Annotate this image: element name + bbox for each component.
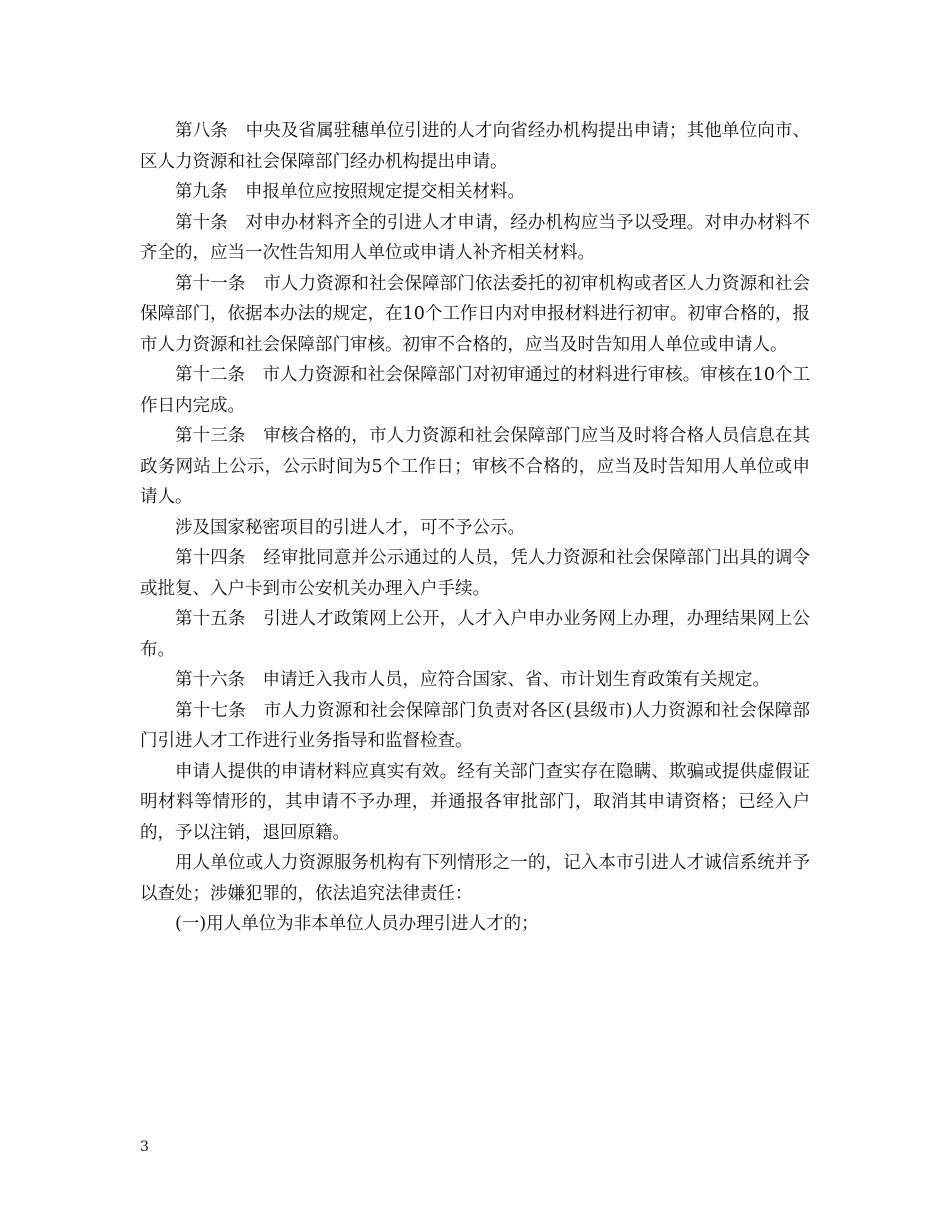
paragraph-item-1: (一)用人单位为非本单位人员办理引进人才的； bbox=[175, 914, 539, 934]
paragraph-article-8: 第八条 中央及省属驻穗单位引进的人才向省经办机构提出申请；其他单位向市、区人力资源和社会保障部门经办机构提出申请。 bbox=[140, 121, 810, 172]
paragraph-article-9: 第九条 申报单位应按照规定提交相关材料。 bbox=[175, 182, 525, 202]
document-body bbox=[140, 116, 810, 940]
paragraph-article-13: 第十三条 审核合格的，市人力资源和社会保障部门应当及时将合格人员信息在其政务网站上公示，公示时间为5个工作日；审核不合格的，应当及时告知用人单位或申请人。 bbox=[140, 426, 810, 507]
paragraph-article-17: 第十七条 市人力资源和社会保障部门负责对各区(县级市)人力资源和社会保障部门引进人才工作进行业务指导和监督检查。 bbox=[140, 700, 810, 751]
paragraph-article-15: 第十五条 引进人才政策网上公开，人才入户申办业务网上办理，办理结果网上公布。 bbox=[140, 609, 810, 660]
paragraph-applicant-materials: 申请人提供的申请材料应真实有效。经有关部门查实存在隐瞒、欺骗或提供虚假证明材料等情形的，其申请不予办理，并通报各审批部门，取消其申请资格；已经入户的，予以注销，退回原籍。 bbox=[140, 761, 810, 843]
paragraph-article-10: 第十条 对申办材料齐全的引进人才申请，经办机构应当予以受理。对申办材料不齐全的，应当一次性告知用人单位或申请人补齐相关材料。 bbox=[140, 212, 810, 263]
paragraph-employer-violations: 用人单位或人力资源服务机构有下列情形之一的，记入本市引进人才诚信系统并予以查处；涉嫌犯罪的，依法追究法律责任： bbox=[140, 853, 810, 904]
paragraph-article-11: 第十一条 市人力资源和社会保障部门依法委托的初审机构或者区人力资源和社会保障部门，依据本办法的规定，在10个工作日内对申报材料进行初审。初审合格的，报市人力资源和社会保障部门审核。初审不合格的，应当及时告知用人单位或申请人。 bbox=[140, 273, 810, 355]
page-number: 3 bbox=[140, 1139, 149, 1155]
paragraph-article-12: 第十二条 市人力资源和社会保障部门对初审通过的材料进行审核。审核在10个工作日内完成。 bbox=[140, 365, 810, 416]
paragraph-article-16: 第十六条 申请迁入我市人员，应符合国家、省、市计划生育政策有关规定。 bbox=[175, 670, 770, 690]
paragraph-article-14: 第十四条 经审批同意并公示通过的人员，凭人力资源和社会保障部门出具的调令或批复、入户卡到市公安机关办理入户手续。 bbox=[140, 548, 810, 599]
paragraph-state-secret: 涉及国家秘密项目的引进人才，可不予公示。 bbox=[175, 517, 525, 538]
